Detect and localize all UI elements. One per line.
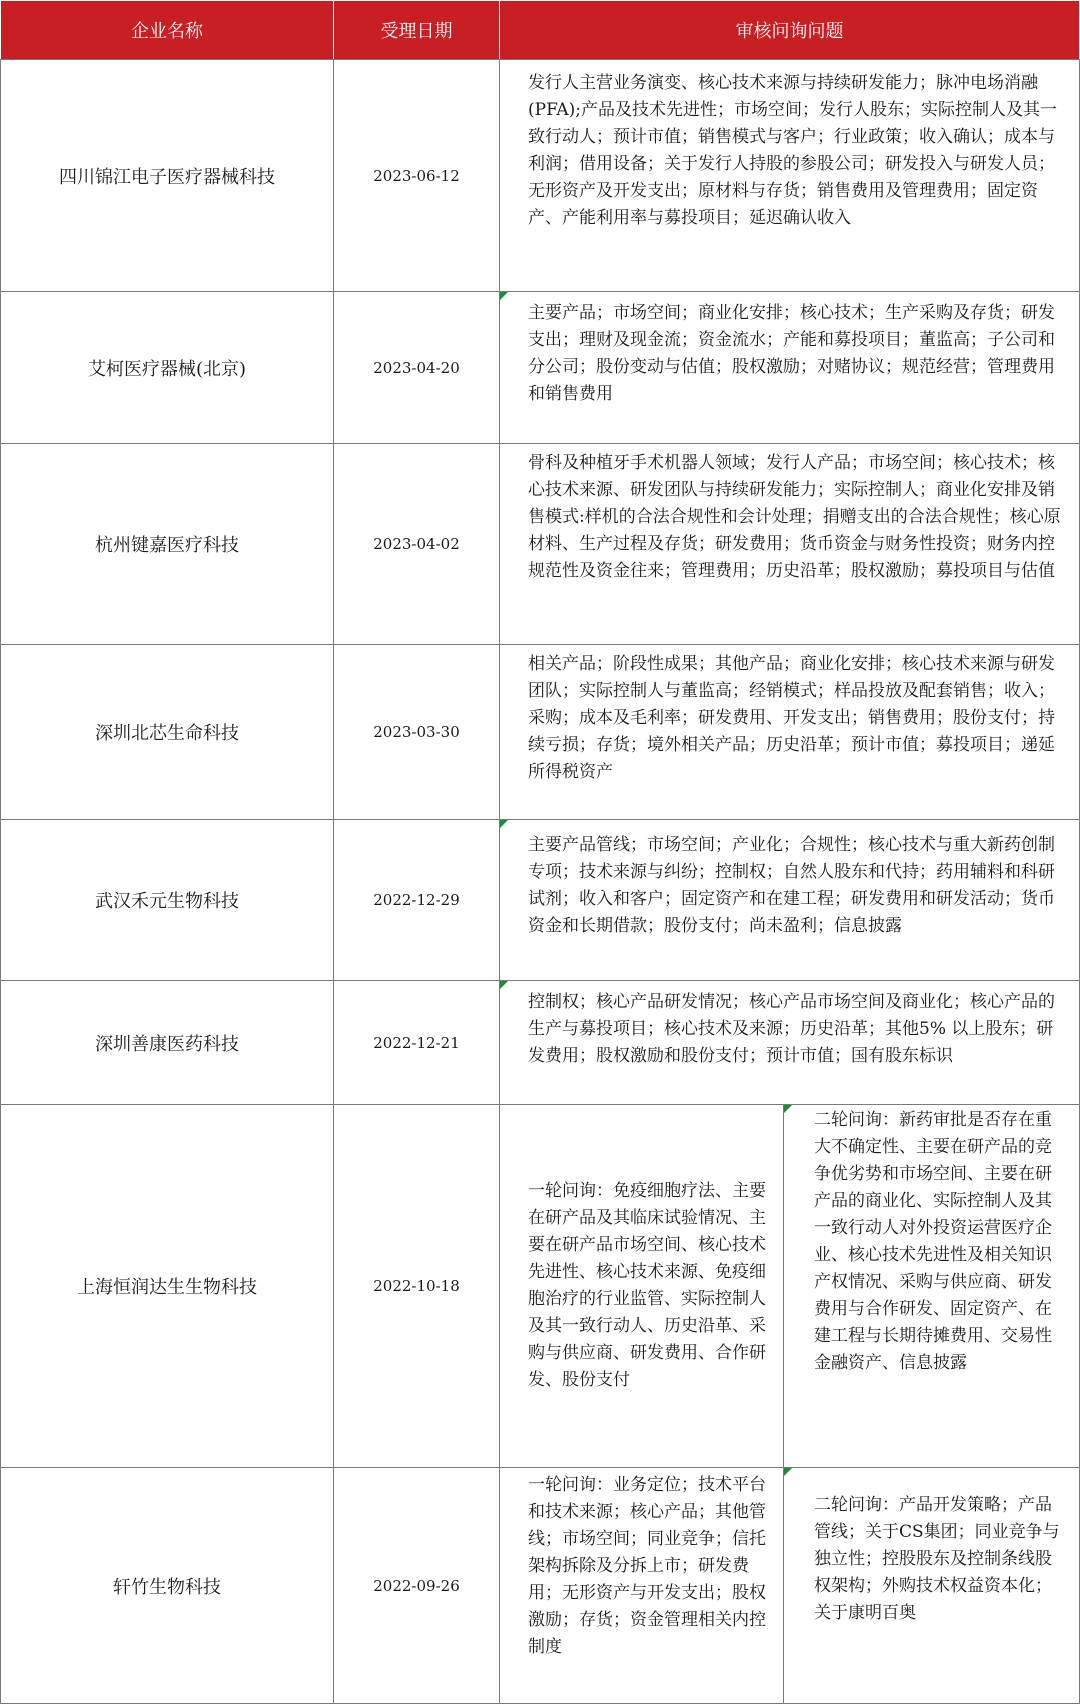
comment-marker-icon (784, 1468, 792, 1476)
table-row-questions: 骨科及种植牙手术机器人领域；发行人产品；市场空间；核心技术；核心技术来源、研发团队与持续研发能力；实际控制人；商业化安排及销售模式:样机的合法合规性和会计处理；捐赠支出的合法合规性；核心原材料、生产过程及存货；研发费用；货币资金与财务性投资；财务内控规范性及资金往来；管理费用；历史沿革；股权激励；募投项目与估值 (499, 443, 1080, 645)
comment-marker-icon (500, 981, 508, 989)
table-row-questions (499, 819, 1080, 981)
header-questions: 审核问询问题 (499, 0, 1080, 60)
table-row-company: 上海恒润达生生物科技 (0, 1104, 334, 1468)
table-row-questions: 相关产品；阶段性成果；其他产品；商业化安排；核心技术来源与研发团队；实际控制人与董监高；经销模式；样品投放及配套销售；收入；采购；成本及毛利率；研发费用、开发支出；销售费用；股份支付；持续亏损；存货；境外相关产品；历史沿革；预计市值；募投项目；递延所得税资产 (499, 644, 1080, 820)
table-row-date: 2023-03-30 (333, 644, 500, 820)
table-row-date: 2023-06-12 (333, 59, 500, 292)
table-row-questions: 发行人主营业务演变、核心技术来源与持续研发能力；脉冲电场消融(PFA);产品及技术先进性；市场空间；发行人股东；实际控制人及其一致行动人；预计市值；销售模式与客户；行业政策；收入确认；成本与利润；借用设备；关于发行人持股的参股公司；研发投入与研发人员；无形资产及开发支出；原材料与存货；销售费用及管理费用；固定资产、产能利用率与募投项目；延迟确认收入 (499, 59, 1080, 292)
comment-marker-icon (500, 820, 508, 828)
table-row-company: 杭州键嘉医疗科技 (0, 443, 334, 645)
table-row-round2 (783, 1104, 1080, 1468)
table-row-company: 四川锦江电子医疗器械科技 (0, 59, 334, 292)
table-row-round1 (499, 1104, 784, 1468)
table-row-date: 2022-10-18 (333, 1104, 500, 1468)
header-date: 受理日期 (333, 0, 500, 60)
questions-text: 控制权；核心产品研发情况；核心产品市场空间及商业化；核心产品的生产与募投项目；核心技术及来源；历史沿革；其他5% 以上股东；研发费用；股权激励和股份支付；预计市值；国有股东标识 (528, 992, 1055, 1066)
header-company: 企业名称 (0, 0, 334, 60)
table-row-company: 深圳善康医药科技 (0, 980, 334, 1105)
questions-text: 主要产品；市场空间；商业化安排；核心技术；生产采购及存货；研发支出；理财及现金流；资金流水；产能和募投项目；董监高；子公司和分公司；股份变动与估值；股权激励；对赌协议；规范经营；管理费用和销售费用 (528, 303, 1055, 404)
questions-text: 主要产品管线；市场空间；产业化；合规性；核心技术与重大新药创制专项；技术来源与纠纷；控制权；自然人股东和代持；药用辅料和科研试剂；收入和客户；固定资产和在建工程；研发费用和研发活动；货币资金和长期借款；股份支付；尚未盈利；信息披露 (528, 835, 1055, 936)
table-row-date: 2022-09-26 (333, 1467, 500, 1704)
table-row-company: 深圳北芯生命科技 (0, 644, 334, 820)
round2-text: 二轮问询：新药审批是否存在重大不确定性、主要在研产品的竞争优劣势和市场空间、主要在研产品的商业化、实际控制人及其一致行动人对外投资运营医疗企业、核心技术先进性及相关知识产权情况、采购与供应商、研发费用与合作研发、固定资产、在建工程与长期待摊费用、交易性金融资产、信息披露 (814, 1110, 1052, 1373)
comment-marker-icon (500, 292, 508, 300)
table-row-round1 (499, 1467, 784, 1704)
comment-marker-icon (784, 1105, 792, 1113)
table-row-date: 2022-12-29 (333, 819, 500, 981)
table-row-date: 2023-04-02 (333, 443, 500, 645)
table-row-date: 2022-12-21 (333, 980, 500, 1105)
table-row-questions (499, 980, 1080, 1105)
table-row-round2 (783, 1467, 1080, 1704)
table-row-date: 2023-04-20 (333, 291, 500, 444)
round1-text: 一轮问询：免疫细胞疗法、主要在研产品及其临床试验情况、主要在研产品市场空间、核心技术先进性、核心技术来源、免疫细胞治疗的行业监管、实际控制人及其一致行动人、历史沿革、采购与供应商、研发费用、合作研发、股份支付 (528, 1181, 766, 1390)
table-row-company: 轩竹生物科技 (0, 1467, 334, 1704)
table-row-questions (499, 291, 1080, 444)
round1-text: 一轮问询：业务定位；技术平台和技术来源；核心产品；其他管线；市场空间；同业竞争；信托架构拆除及分拆上市；研发费用；无形资产与开发支出；股权激励；存货；资金管理相关内控制度 (528, 1475, 766, 1657)
table-row-company: 艾柯医疗器械(北京) (0, 291, 334, 444)
round2-text: 二轮问询：产品开发策略；产品管线；关于CS集团；同业竞争与独立性；控股股东及控制条线股权架构；外购技术权益资本化；关于康明百奥 (814, 1495, 1060, 1623)
table-row-company: 武汉禾元生物科技 (0, 819, 334, 981)
